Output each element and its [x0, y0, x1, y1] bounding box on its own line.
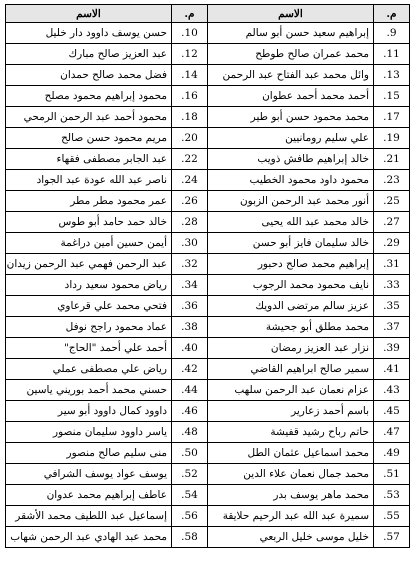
table-row	[6, 65, 410, 86]
row-number-left: .12	[172, 44, 208, 65]
row-number-left: .42	[172, 359, 208, 380]
row-name-left: فضل محمد صالح حمدان	[6, 65, 172, 86]
row-name-left: حسني محمد أحمد بوريني ياسين	[6, 380, 172, 401]
table-row	[6, 422, 410, 443]
row-name-left: عماد محمود راجح نوفل	[6, 317, 172, 338]
row-name-right: أحمد محمد أحمد عطوان	[208, 86, 374, 107]
row-number-left: .36	[172, 296, 208, 317]
row-name-right: محمد ماهر يوسف بدر	[208, 485, 374, 506]
row-name-right: محمد مطلق أبو جحيشة	[208, 317, 374, 338]
row-name-right: خالد سليمان فايز أبو حسن	[208, 233, 374, 254]
table-row	[6, 506, 410, 527]
row-name-left: منى سليم صالح منصور	[6, 443, 172, 464]
row-number-left: .54	[172, 485, 208, 506]
row-name-right: إبراهيم محمد صالح دحبور	[208, 254, 374, 275]
row-number-right: .43	[374, 380, 410, 401]
table-row	[6, 212, 410, 233]
row-number-left: .14	[172, 65, 208, 86]
row-number-left: .32	[172, 254, 208, 275]
row-number-left: .18	[172, 107, 208, 128]
table-header-row	[6, 5, 410, 23]
table-row	[6, 338, 410, 359]
row-number-right: .51	[374, 464, 410, 485]
table-row	[6, 317, 410, 338]
row-number-right: .41	[374, 359, 410, 380]
table-row	[6, 23, 410, 44]
row-name-right: عزيز سالم مرتضى الدويك	[208, 296, 374, 317]
table-row	[6, 527, 410, 548]
row-name-left: رياض محمود سعيد رداد	[6, 275, 172, 296]
table-row	[6, 485, 410, 506]
row-number-right: .19	[374, 128, 410, 149]
row-name-right: حاتم رباح رشيد قفيشة	[208, 422, 374, 443]
row-number-right: .39	[374, 338, 410, 359]
table-row	[6, 275, 410, 296]
row-name-left: يوسف عواد يوسف الشرافي	[6, 464, 172, 485]
row-name-left: فتحي محمد علي قرعاوي	[6, 296, 172, 317]
row-number-right: .33	[374, 275, 410, 296]
row-number-left: .46	[172, 401, 208, 422]
members-table-container	[5, 4, 410, 548]
row-name-left: داوود كمال داوود أبو سير	[6, 401, 172, 422]
row-number-left: .40	[172, 338, 208, 359]
row-number-left: .52	[172, 464, 208, 485]
row-number-right: .27	[374, 212, 410, 233]
row-name-right: محمد عمران صالح طوطح	[208, 44, 374, 65]
table-row	[6, 233, 410, 254]
row-number-right: .35	[374, 296, 410, 317]
row-name-right: محمد محمود حسن أبو طير	[208, 107, 374, 128]
row-name-right: إبراهيم سعيد حسن أبو سالم	[208, 23, 374, 44]
row-number-right: .23	[374, 170, 410, 191]
table-row	[6, 86, 410, 107]
table-row	[6, 254, 410, 275]
row-name-right: علي سليم رومانيين	[208, 128, 374, 149]
row-name-left: أحمد علي أحمد "الحاج"	[6, 338, 172, 359]
header-name-left: الاسم	[6, 5, 172, 23]
row-number-right: .11	[374, 44, 410, 65]
table-row	[6, 401, 410, 422]
row-name-left: محمد عبد الهادي عبد الرحمن شهاب	[6, 527, 172, 548]
table-row	[6, 191, 410, 212]
row-name-left: خالد حمد حامد أبو طوس	[6, 212, 172, 233]
row-number-left: .22	[172, 149, 208, 170]
row-number-right: .25	[374, 191, 410, 212]
table-row	[6, 380, 410, 401]
row-number-left: .58	[172, 527, 208, 548]
row-name-right: نايف محمود محمد الرجوب	[208, 275, 374, 296]
row-name-right: عزام نعمان عبد الرحمن سلهب	[208, 380, 374, 401]
row-name-left: مريم محمود حسن صالح	[6, 128, 172, 149]
row-number-right: .31	[374, 254, 410, 275]
row-name-right: خالد إبراهيم طافش ذويب	[208, 149, 374, 170]
members-table	[5, 4, 410, 548]
row-name-right: نزار عبد العزيز رمضان	[208, 338, 374, 359]
row-number-right: .37	[374, 317, 410, 338]
row-number-left: .56	[172, 506, 208, 527]
row-number-right: .9	[374, 23, 410, 44]
row-number-left: .38	[172, 317, 208, 338]
row-name-left: محمود إبراهيم محمود مصلح	[6, 86, 172, 107]
row-number-left: .50	[172, 443, 208, 464]
table-row	[6, 170, 410, 191]
row-number-left: .44	[172, 380, 208, 401]
table-row	[6, 443, 410, 464]
row-name-left: عاطف إبراهيم محمد عدوان	[6, 485, 172, 506]
row-name-right: أنور محمد عبد الرحمن الزبون	[208, 191, 374, 212]
row-name-left: أيمن حسين أمين دراغمة	[6, 233, 172, 254]
row-number-left: .26	[172, 191, 208, 212]
row-number-left: .34	[172, 275, 208, 296]
header-number-left: م.	[172, 5, 208, 23]
row-number-left: .24	[172, 170, 208, 191]
table-row	[6, 149, 410, 170]
row-name-right: وائل محمد عبد الفتاح عبد الرحمن	[208, 65, 374, 86]
row-number-left: .30	[172, 233, 208, 254]
row-name-left: رياض علي مصطفى عملي	[6, 359, 172, 380]
table-row	[6, 128, 410, 149]
header-number-right: م.	[374, 5, 410, 23]
row-number-right: .29	[374, 233, 410, 254]
row-number-right: .21	[374, 149, 410, 170]
row-number-right: .45	[374, 401, 410, 422]
table-row	[6, 359, 410, 380]
row-name-left: عبد الجابر مصطفى فقهاء	[6, 149, 172, 170]
row-number-left: .10	[172, 23, 208, 44]
row-name-right: خالد محمد عبد الله يحيى	[208, 212, 374, 233]
row-name-right: خليل موسى خليل الربعي	[208, 527, 374, 548]
row-number-right: .49	[374, 443, 410, 464]
row-number-right: .53	[374, 485, 410, 506]
table-row	[6, 44, 410, 65]
row-name-left: حسن يوسف داوود دار خليل	[6, 23, 172, 44]
row-number-right: .57	[374, 527, 410, 548]
row-name-left: عمر محمود مطر مطر	[6, 191, 172, 212]
row-name-right: محمود داود محمود الخطيب	[208, 170, 374, 191]
row-number-left: .20	[172, 128, 208, 149]
row-number-right: .13	[374, 65, 410, 86]
row-number-right: .15	[374, 86, 410, 107]
row-name-left: ياسر داوود سليمان منصور	[6, 422, 172, 443]
row-name-left: عبد العزيز صالح مبارك	[6, 44, 172, 65]
row-number-right: .47	[374, 422, 410, 443]
row-name-right: محمد اسماعيل عثمان الطل	[208, 443, 374, 464]
row-name-left: إسماعيل عبد اللطيف محمد الأشقر	[6, 506, 172, 527]
row-number-right: .17	[374, 107, 410, 128]
row-name-right: محمد جمال نعمان علاء الدين	[208, 464, 374, 485]
row-number-left: .16	[172, 86, 208, 107]
header-name-right: الاسم	[208, 5, 374, 23]
row-number-left: .48	[172, 422, 208, 443]
row-name-right: سمير صالح ابراهيم القاضي	[208, 359, 374, 380]
row-name-left: عبد الرحمن فهمي عبد الرحمن زيدان	[6, 254, 172, 275]
row-name-left: ناصر عبد الله عودة عبد الجواد	[6, 170, 172, 191]
table-body	[6, 23, 410, 548]
row-name-left: محمود أحمد عبد الرحمن الرمحي	[6, 107, 172, 128]
row-name-right: باسم أحمد زعارير	[208, 401, 374, 422]
row-number-right: .55	[374, 506, 410, 527]
row-number-left: .28	[172, 212, 208, 233]
table-row	[6, 464, 410, 485]
table-row	[6, 107, 410, 128]
table-row	[6, 296, 410, 317]
row-name-right: سميرة عبد الله عبد الرحيم حلايقة	[208, 506, 374, 527]
